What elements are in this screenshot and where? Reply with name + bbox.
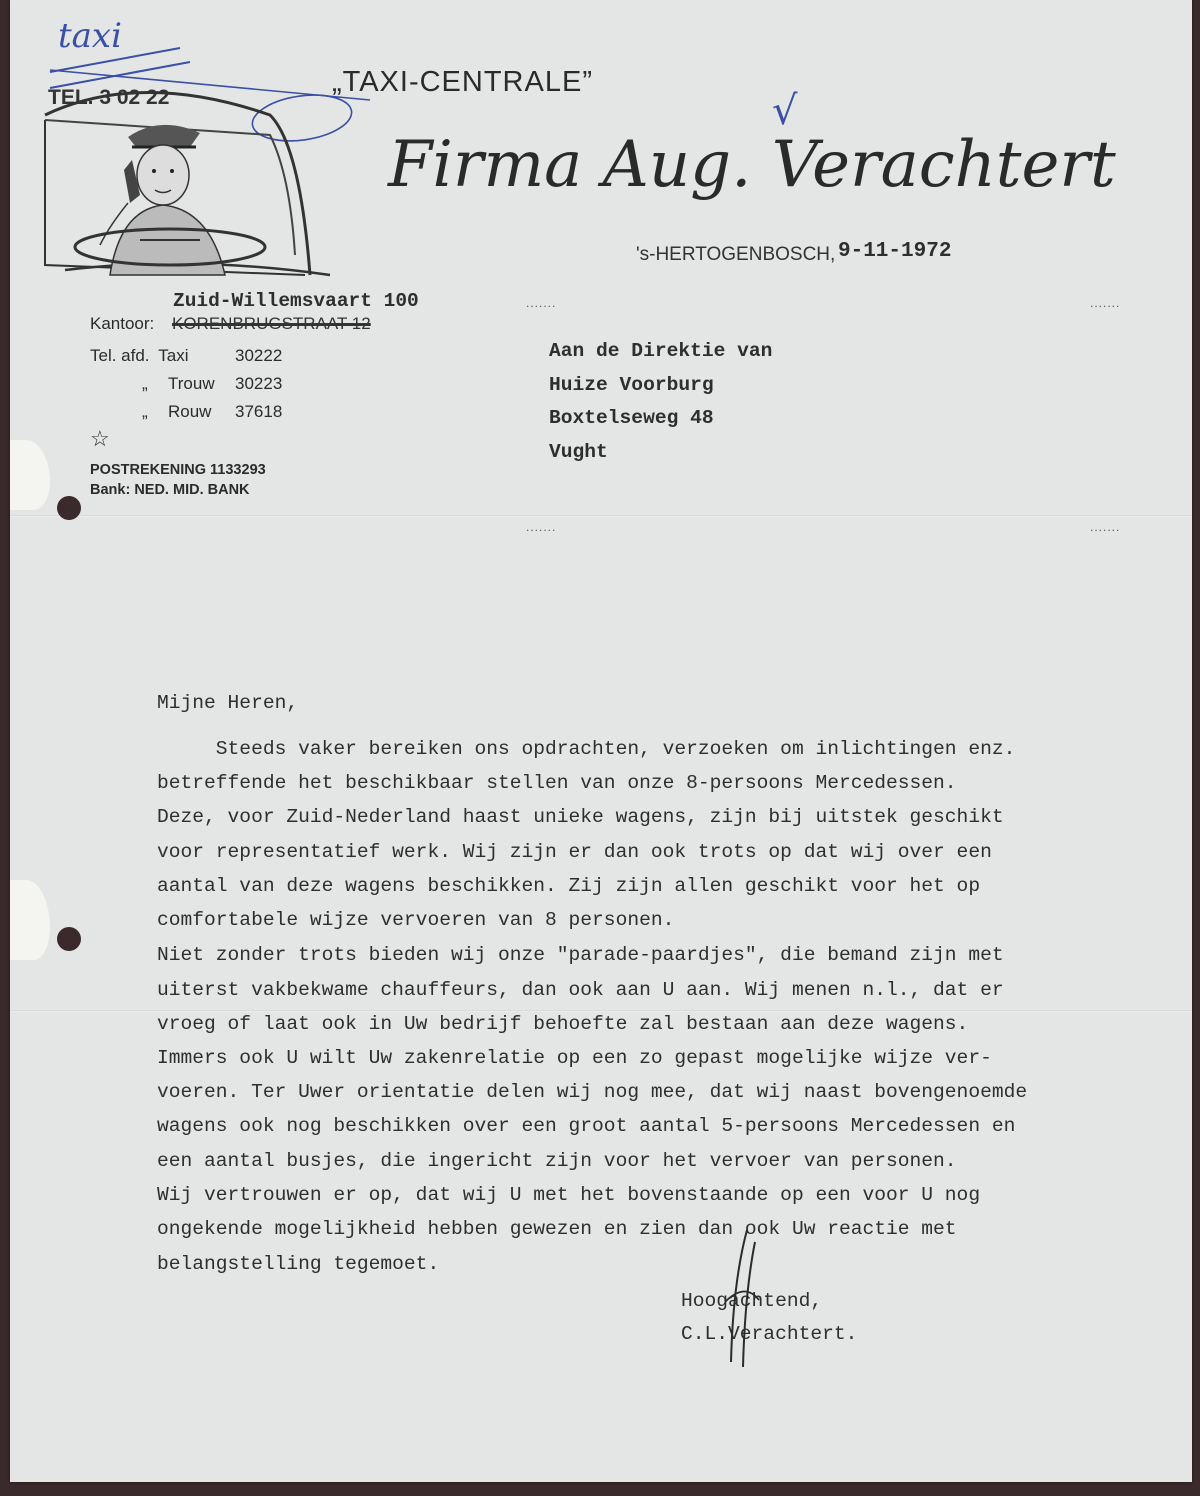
- body-line: Steeds vaker bereiken ons opdrachten, verzoeken om inlichtingen enz.: [157, 738, 1016, 760]
- body-line: wagens ook nog beschikken over een groot aantal 5-persoons Mercedessen en: [157, 1115, 1016, 1137]
- phone-dept: Taxi: [158, 346, 189, 365]
- dotted-line: .......: [1090, 520, 1121, 534]
- bank: Bank: NED. MID. BANK: [90, 482, 250, 498]
- letter-page: [10, 0, 1192, 1482]
- dotted-line: .......: [526, 296, 557, 310]
- body-line: betreffende het beschikbaar stellen van onze 8-persoons Mercedessen.: [157, 772, 957, 794]
- handwritten-note: taxi: [58, 16, 122, 56]
- recipient-line: Aan de Direktie van: [549, 340, 773, 362]
- phone-number: TEL. 3 02 22: [48, 86, 170, 109]
- phone-dept: Rouw: [168, 402, 212, 421]
- office-label: Kantoor:: [90, 314, 155, 333]
- body-line: uiterst vakbekwame chauffeurs, dan ook aan U aan. Wij menen n.l., dat er: [157, 979, 1004, 1001]
- postal-account: POSTREKENING 1133293: [90, 462, 266, 478]
- body-line: aantal van deze wagens beschikken. Zij zijn allen geschikt voor het op: [157, 875, 981, 897]
- paper-fold: [10, 515, 1192, 517]
- body-line: ongekende mogelijkheid hebben gewezen en zien dan ook Uw reactie met: [157, 1218, 957, 1240]
- recipient-line: Huize Voorburg: [549, 374, 714, 396]
- phone-taxi: [90, 346, 283, 366]
- body-line: Niet zonder trots bieden wij onze "parade-paardjes", die bemand zijn met: [157, 944, 1004, 966]
- body-line: Immers ook U wilt Uw zakenrelatie op een zo gepast mogelijke wijze ver-: [157, 1047, 992, 1069]
- recipient-line: Vught: [549, 441, 608, 463]
- company-name: Firma Aug. Verachtert: [388, 128, 1116, 202]
- body-line: voor representatief werk. Wij zijn er dan ook trots op dat wij over een: [157, 841, 992, 863]
- body-line: voeren. Ter Uwer orientatie delen wij nog mee, dat wij naast bovengenoemde: [157, 1081, 1028, 1103]
- salutation: Mijne Heren,: [157, 692, 299, 714]
- body-line: belangstelling tegemoet.: [157, 1253, 440, 1275]
- paper-fold: [10, 1010, 1192, 1012]
- phone-prefix: „: [142, 402, 148, 421]
- phone-prefix: „: [142, 374, 148, 393]
- slogan: „TAXI-CENTRALE”: [332, 66, 593, 98]
- torn-edge: [10, 880, 50, 960]
- dotted-line: .......: [526, 520, 557, 534]
- dotted-line: .......: [1090, 296, 1121, 310]
- star-icon: ☆: [90, 426, 110, 451]
- phone-number: 30223: [235, 374, 283, 393]
- signature-name: C.L.Verachtert.: [681, 1323, 858, 1345]
- check-mark: √: [772, 88, 798, 134]
- body-line: een aantal busjes, die ingericht zijn voor het vervoer van personen.: [157, 1150, 957, 1172]
- taxi-driver-illustration: [40, 75, 340, 280]
- recipient-line: Boxtelseweg 48: [549, 407, 714, 429]
- phone-number: 37618: [235, 402, 283, 421]
- signature: [715, 1222, 765, 1372]
- city: 's-HERTOGENBOSCH,: [636, 244, 836, 265]
- phone-prefix: Tel. afd.: [90, 346, 150, 365]
- punch-hole: [57, 927, 81, 951]
- punch-hole: [57, 496, 81, 520]
- body-line: Deze, voor Zuid-Nederland haast unieke wagens, zijn bij uitstek geschikt: [157, 806, 1004, 828]
- letter-date: 9-11-1972: [838, 240, 952, 263]
- phone-number: 30222: [235, 346, 283, 365]
- torn-edge: [10, 440, 50, 510]
- body-line: Wij vertrouwen er op, dat wij U met het bovenstaande op een voor U nog: [157, 1184, 981, 1206]
- body-line: vroeg of laat ook in Uw bedrijf behoefte zal bestaan aan deze wagens.: [157, 1013, 969, 1035]
- new-address: Zuid-Willemsvaart 100: [173, 290, 419, 312]
- body-line: comfortabele wijze vervoeren van 8 personen.: [157, 909, 675, 931]
- closing: Hoogachtend,: [681, 1290, 823, 1312]
- phone-dept: Trouw: [168, 374, 215, 393]
- old-address-struck: KORENBRUGSTRAAT 12: [172, 314, 371, 333]
